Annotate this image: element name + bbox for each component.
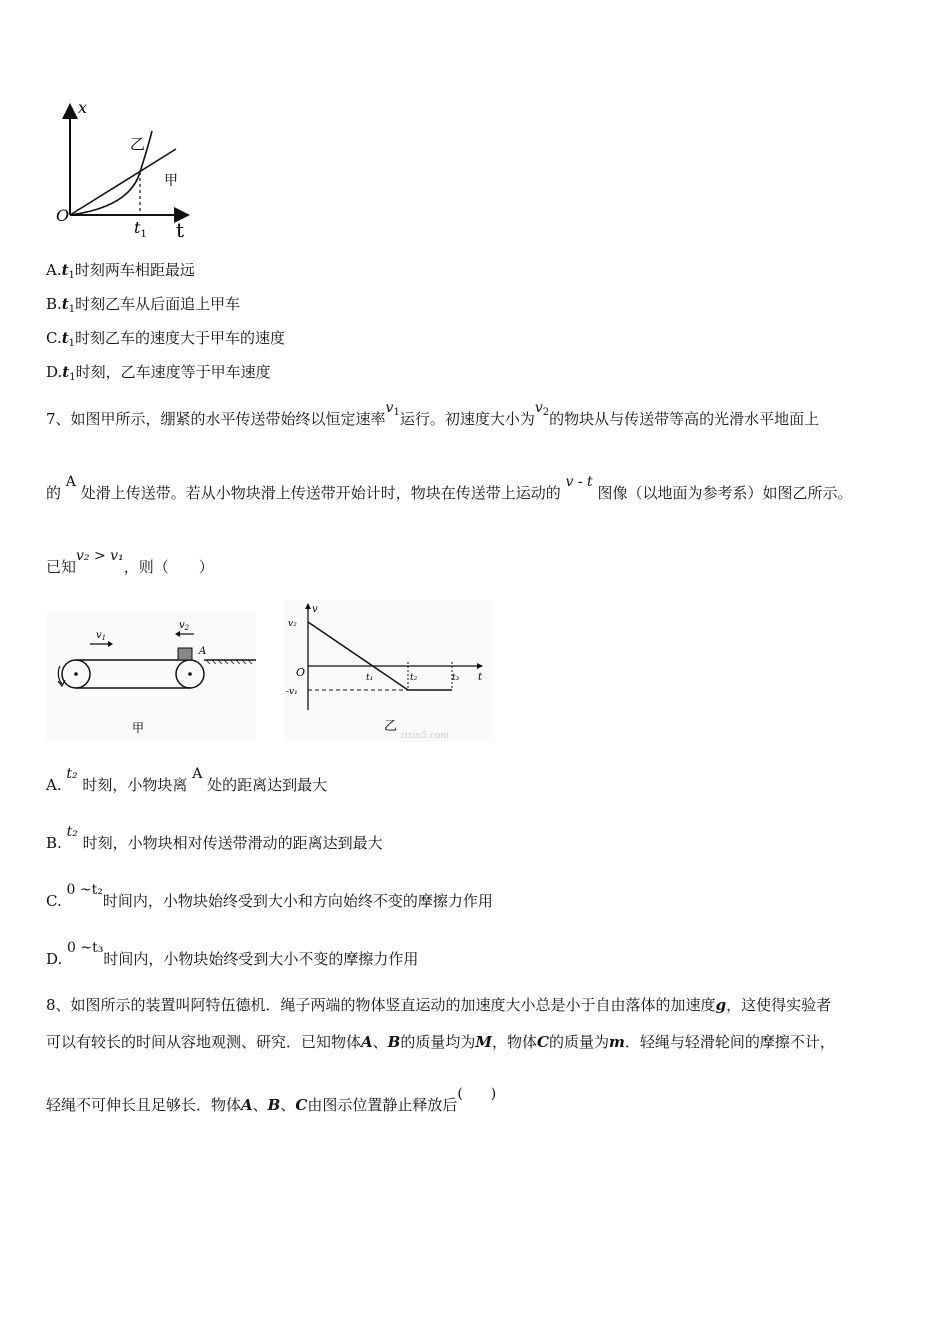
option-var: 0 ~t₂ bbox=[66, 882, 103, 898]
yi-label: 乙 bbox=[130, 135, 146, 153]
q6-option-b[interactable] bbox=[46, 295, 240, 316]
mass-b: B bbox=[267, 1096, 281, 1114]
q7-option-b[interactable] bbox=[46, 824, 383, 853]
t3-tick-label: t₃ bbox=[452, 673, 460, 683]
t2-tick-label: t₂ bbox=[410, 673, 418, 683]
q7-line-3 bbox=[46, 548, 214, 577]
q7-text: 7、如图甲所示，绷紧的水平传送带始终以恒定速率 bbox=[46, 410, 386, 428]
answer-paren: ( ) bbox=[457, 1086, 497, 1102]
q8-sep: 、 bbox=[280, 1096, 296, 1114]
option-letter: B. bbox=[46, 834, 62, 852]
q7-text: 运行。初速度大小为 bbox=[399, 410, 535, 428]
condition-expr: v₂ > v₁ bbox=[76, 548, 124, 564]
option-var: t bbox=[62, 363, 70, 381]
mass-c: C bbox=[537, 1033, 549, 1051]
t1-label: $t_1$ bbox=[134, 218, 147, 240]
g-symbol: g bbox=[715, 996, 727, 1014]
option-point: A bbox=[192, 766, 203, 782]
option-letter: B. bbox=[46, 295, 62, 313]
option-sub: 1 bbox=[68, 304, 76, 315]
option-var: t bbox=[61, 295, 69, 313]
q8-text: 的质量均为 bbox=[400, 1033, 476, 1051]
q8-text: 8、如图所示的装置叫阿特伍德机．绳子两端的物体竖直运动的加速度大小总是小于自由落体的加速度 bbox=[46, 996, 716, 1014]
q8-line-2 bbox=[46, 1033, 835, 1051]
v1-label: $v_1$ bbox=[96, 630, 107, 642]
mass-a: A bbox=[241, 1096, 253, 1114]
option-sub: 1 bbox=[68, 270, 75, 281]
q8-sep: 、 bbox=[252, 1096, 268, 1114]
option-letter: A. bbox=[46, 776, 62, 794]
t1-tick-label: t₁ bbox=[366, 673, 374, 683]
option-letter: C. bbox=[46, 892, 62, 910]
q7-line-1 bbox=[46, 400, 820, 431]
option-text: 时刻，小物块相对传送带滑动的距离达到最大 bbox=[82, 834, 383, 852]
option-letter: C. bbox=[46, 329, 62, 347]
q7-text: 的 bbox=[46, 484, 62, 502]
q8-line-1 bbox=[46, 996, 831, 1014]
origin-label: O bbox=[296, 666, 306, 679]
option-letter: D. bbox=[46, 950, 63, 968]
option-text: 时刻，小物块离 bbox=[82, 776, 188, 794]
option-sub: 1 bbox=[69, 372, 76, 383]
mass-m-lower: m bbox=[608, 1033, 625, 1051]
q8-text: 的质量为 bbox=[548, 1033, 609, 1051]
q7-text: 已知 bbox=[46, 558, 77, 576]
option-var: t bbox=[61, 261, 69, 279]
mass-m-upper: M bbox=[475, 1033, 492, 1051]
mass-c: C bbox=[295, 1096, 308, 1114]
q8-line-3 bbox=[46, 1086, 497, 1115]
option-text: 时刻乙车的速度大于甲车的速度 bbox=[75, 329, 286, 347]
mass-b: B bbox=[387, 1033, 401, 1051]
jia-label: 甲 bbox=[164, 173, 178, 189]
q6-option-a[interactable] bbox=[46, 261, 195, 282]
q7-text: 处滑上传送带。若从小物块滑上传送带开始计时，物块在传送带上运动的 bbox=[80, 484, 561, 502]
yi-caption: 乙 bbox=[384, 719, 398, 734]
option-var: t₂ bbox=[66, 766, 78, 782]
option-text: 时刻乙车从后面追上甲车 bbox=[75, 295, 241, 313]
neg-v1-tick-label: -v₁ bbox=[286, 687, 298, 697]
q8-text: ．轻绳与轻滑轮间的摩擦不计， bbox=[624, 1033, 835, 1051]
option-var: t₂ bbox=[66, 824, 78, 840]
t-axis-label: t bbox=[478, 672, 483, 683]
q7-option-c[interactable] bbox=[46, 882, 493, 911]
q7-text: 的物块从与传送带等高的光滑水平地面上 bbox=[549, 410, 820, 428]
option-text: 时刻，乙车速度等于甲车速度 bbox=[75, 363, 271, 381]
v2-tick-label: v₂ bbox=[288, 619, 297, 629]
q7-option-d[interactable] bbox=[46, 940, 419, 969]
q8-text: 由图示位置静止释放后 bbox=[307, 1096, 458, 1114]
option-var: 0 ~t₃ bbox=[67, 940, 104, 956]
mass-a: A bbox=[361, 1033, 373, 1051]
conveyor-figure bbox=[46, 612, 256, 742]
jia-line bbox=[70, 149, 176, 215]
option-letter: A. bbox=[46, 261, 62, 279]
option-text: 时间内，小物块始终受到大小不变的摩擦力作用 bbox=[103, 950, 419, 968]
xt-graph bbox=[50, 95, 200, 245]
jia-caption: 甲 bbox=[132, 721, 145, 735]
q6-option-d[interactable] bbox=[46, 363, 271, 384]
option-text: 处的距离达到最大 bbox=[207, 776, 328, 794]
q8-text: ，这使得实验者 bbox=[726, 996, 832, 1014]
option-letter: D. bbox=[46, 363, 63, 381]
q7-option-a[interactable] bbox=[46, 766, 328, 795]
a-label: A bbox=[199, 646, 207, 657]
origin-label: O bbox=[56, 206, 70, 225]
v2-label: $v_2$ bbox=[179, 620, 190, 632]
option-sub: 1 bbox=[68, 338, 76, 349]
point-a-label: A bbox=[65, 474, 76, 490]
watermark: zixin5.com bbox=[400, 731, 449, 741]
v1-symbol: $v_1$ bbox=[385, 400, 400, 418]
v2-symbol: $v_2$ bbox=[534, 400, 550, 418]
option-text: 时间内，小物块始终受到大小和方向始终不变的摩擦力作用 bbox=[102, 892, 493, 910]
q8-text: 轻绳不可伸长且足够长．物体 bbox=[46, 1096, 242, 1114]
axis-x-label: x bbox=[78, 98, 88, 117]
q8-text: 可以有较长的时间从容地观测、研究．已知物体 bbox=[46, 1033, 362, 1051]
q7-text: ，则（ ） bbox=[123, 558, 214, 576]
q6-option-c[interactable] bbox=[46, 329, 285, 350]
vt-graph bbox=[284, 600, 494, 742]
q8-text: ，物体 bbox=[491, 1033, 537, 1051]
q7-text: 图像（以地面为参考系）如图乙所示。 bbox=[597, 484, 853, 502]
axis-t-label: t bbox=[176, 218, 185, 242]
v-axis-label: v bbox=[312, 604, 318, 615]
option-text: 时刻两车相距最远 bbox=[74, 261, 195, 279]
q8-sep: 、 bbox=[372, 1033, 388, 1051]
option-var: t bbox=[61, 329, 69, 347]
vt-symbol: v - t bbox=[565, 474, 593, 490]
block bbox=[178, 648, 192, 660]
q7-line-2 bbox=[46, 474, 853, 503]
